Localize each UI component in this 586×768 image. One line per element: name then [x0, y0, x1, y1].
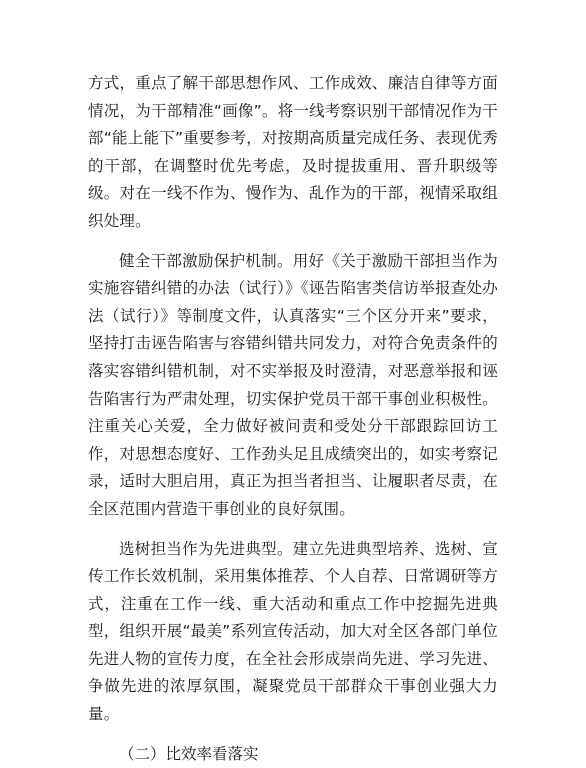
paragraph-gap: [88, 236, 498, 248]
paragraph-gap: [88, 729, 498, 741]
document-body: [88, 70, 498, 768]
paragraph-3: 选树担当作为先进典型。建立先进典型培养、选树、宣传工作长效机制，采用集体推荐、个人自荐、日常调研等方式，注重在工作一线、重大活动和重点工作中挖掘先进典型，组织开展“最美”系列宣传活动，加大对全区各部门单位先进人物的宣传力度，在全社会形成崇尚先进、学习先进、争做先进的浓厚氛围，凝聚党员干部群众干事创业强大力量。: [88, 539, 498, 724]
paragraph-2: 健全干部激励保护机制。用好《关于激励干部担当作为实施容错纠错的办法（试行）》《诬告陷害类信访举报查处办法（试行）》等制度文件，认真落实“三个区分开来”要求，坚持打击诬告陷害与容错纠错共同发力，对符合免责条件的落实容错纠错机制，对不实举报及时澄清，对恶意举报和诬告陷害行为严肃处理，切实保护党员干部干事创业积极性。注重关心关爱，全力做好被问责和受处分干部跟踪回访工作，对思想态度好、工作劲头足且成绩突出的，如实考察记录，适时大胆启用，真正为担当者担当、让履职者尽责，在全区范围内营造干事创业的良好氛围。: [88, 251, 498, 518]
paragraph-gap: [88, 524, 498, 536]
paragraph-1: 方式，重点了解干部思想作风、工作成效、廉洁自律等方面情况，为干部精准“画像”。将一线考察识别干部情况作为干部“能上能下”重要参考，对按期高质量完成任务、表现优秀的干部，在调整时优先考虑，及时提拔重用、晋升职级等级。对在一线不作为、慢作为、乱作为的干部，视情采取组织处理。: [88, 74, 498, 230]
section-subheading: （二）比效率看落实: [119, 744, 259, 763]
